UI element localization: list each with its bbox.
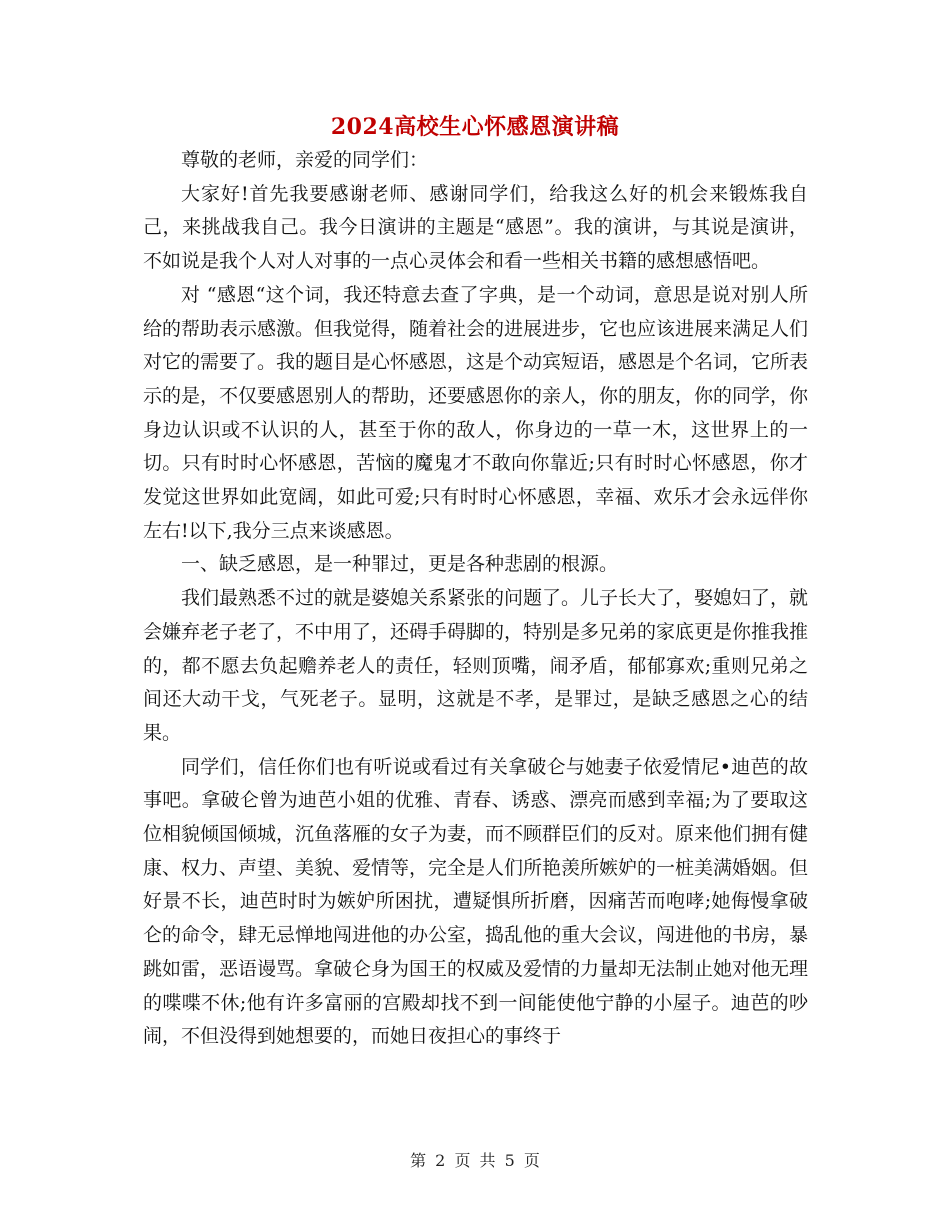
paragraph-salutation: 尊敬的老师，亲爱的同学们： [181, 149, 429, 171]
paragraph-point-one-heading: 一、缺乏感恩，是一种罪过，更是各种悲剧的根源。 [181, 553, 619, 576]
paragraph-opening: 大家好!首先我要感谢老师、感谢同学们，给我这么好的机会来锻炼我自己，来挑战我自己。我今日演讲的主题是“感恩”。我的演讲，与其说是演讲，不如说是我个人对人对事的一点心灵体会和看一些相关书籍的感想感悟吧。 [143, 182, 808, 273]
page-number-footer: 第 2 页 共 5 页 [410, 1151, 540, 1170]
document-body [143, 144, 808, 1054]
document-title: 2024高校生心怀感恩演讲稿 [330, 114, 620, 140]
paragraph-in-law-example: 我们最熟悉不过的就是婆媳关系紧张的问题了。儿子长大了，娶媳妇了，就会嫌弃老子老了，不中用了，还碍手碍脚的，特别是多兄弟的家底更是你推我推的，都不愿去负起赡养老人的责任，轻则顶嘴，闹矛盾，郁郁寡欢;重则兄弟之间还大动干戈，气死老子。显明，这就是不孝，是罪过，是缺乏感恩之心的结果。 [143, 587, 809, 744]
paragraph-napoleon-story: 同学们，信任你们也有听说或看过有关拿破仑与她妻子依爱情尼•迪芭的故事吧。拿破仑曾为迪芭小姐的优雅、青春、诱惑、漂亮而感到幸福;为了要取这位相貌倾国倾城，沉鱼落雁的女子为妻，而不顾群臣们的反对。原来他们拥有健康、权力、声望、美貌、爱情等，完全是人们所艳羡所嫉妒的一桩美满婚姻。但好景不长，迪芭时时为嫉妒所困扰，遭疑惧所折磨，因痛苦而咆哮;她侮慢拿破仑的命令，肆无忌惮地闯进他的办公室，捣乱他的重大会议，闯进他的书房，暴跳如雷，恶语谩骂。拿破仑身为国王的权威及爱情的力量却无法制止她对他无理的喋喋不休;他有许多富丽的宫殿却找不到一间能使他宁静的小屋子。迪芭的吵闹，不但没得到她想要的，而她日夜担心的事终于 [143, 755, 809, 1048]
paragraph-definition: 对 “感恩“这个词，我还特意去查了字典，是一个动词，意思是说对别人所给的帮助表示感激。但我觉得，随着社会的进展进步，它也应该进展来满足人们对它的需要了。我的题目是心怀感恩，这是个动宾短语，感恩是个名词，它所表示的是，不仅要感恩别人的帮助，还要感恩你的亲人，你的朋友，你的同学，你身边认识或不认识的人，甚至于你的敌人，你身边的一草一木，这世界上的一切。只有时时心怀感恩，苦恼的魔鬼才不敢向你靠近;只有时时心怀感恩，你才发觉这世界如此宽阔，如此可爱;只有时时心怀感恩，幸福、欢乐才会永远伴你左右!以下,我分三点来谈感恩。 [143, 283, 809, 542]
